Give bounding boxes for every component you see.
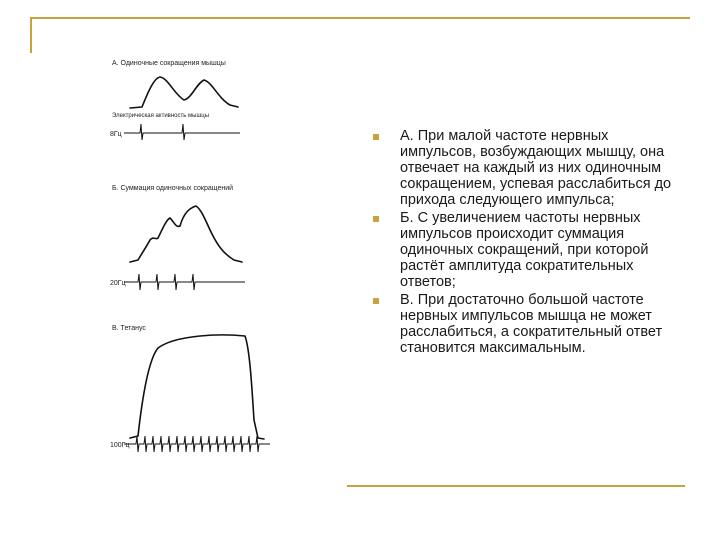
frame-bottom-line xyxy=(347,485,685,487)
bullet-item-b xyxy=(370,210,685,290)
bullet-item-a xyxy=(370,128,685,208)
bullet-text-c: В. При достаточно большой частоте нервных импульсов мышца не может расслабиться, а сократительный ответ становится максимальным. xyxy=(400,292,663,356)
bullet-text-a: А. При малой частоте нервных импульсов, возбуждающих мышцу, она отвечает на каждый из них одиночным сокращением, успевая расслабиться до прихода следующего импульса; xyxy=(400,128,672,208)
square-bullet-icon xyxy=(373,134,379,140)
square-bullet-icon xyxy=(373,298,379,304)
panel-b-electrical-trace xyxy=(124,274,245,290)
frame-left-line xyxy=(30,17,32,53)
panel-b-summation-trace xyxy=(130,206,242,262)
square-bullet-icon xyxy=(373,216,379,222)
panel-c-frequency: 100Гц xyxy=(110,442,130,449)
contraction-diagram xyxy=(100,50,300,470)
bullet-item-c xyxy=(370,292,685,356)
panel-b-title: Б. Суммация одиночных сокращений xyxy=(112,185,234,192)
bullet-list xyxy=(370,128,685,358)
panel-a-title: А. Одиночные сокращения мышцы xyxy=(112,60,226,67)
panel-c-electrical-trace xyxy=(124,436,270,452)
panel-b-frequency: 20Гц xyxy=(110,280,126,287)
muscle-contraction-figure xyxy=(100,50,300,470)
panel-c-tetanus-trace xyxy=(130,335,264,439)
panel-a-frequency: 8Гц xyxy=(110,131,122,138)
bullet-text-b: Б. С увеличением частоты нервных импульсов происходит суммация одиночных сокращений, при которой растёт амплитуда сократительных ответов; xyxy=(400,210,649,290)
frame-top-line xyxy=(30,17,690,19)
panel-c-title: В. Тетанус xyxy=(112,325,146,332)
panel-a-electrical-trace xyxy=(124,124,240,140)
panel-a-twitch-trace xyxy=(130,77,238,108)
panel-a-subtitle: Электрическая активность мышцы xyxy=(112,113,210,119)
